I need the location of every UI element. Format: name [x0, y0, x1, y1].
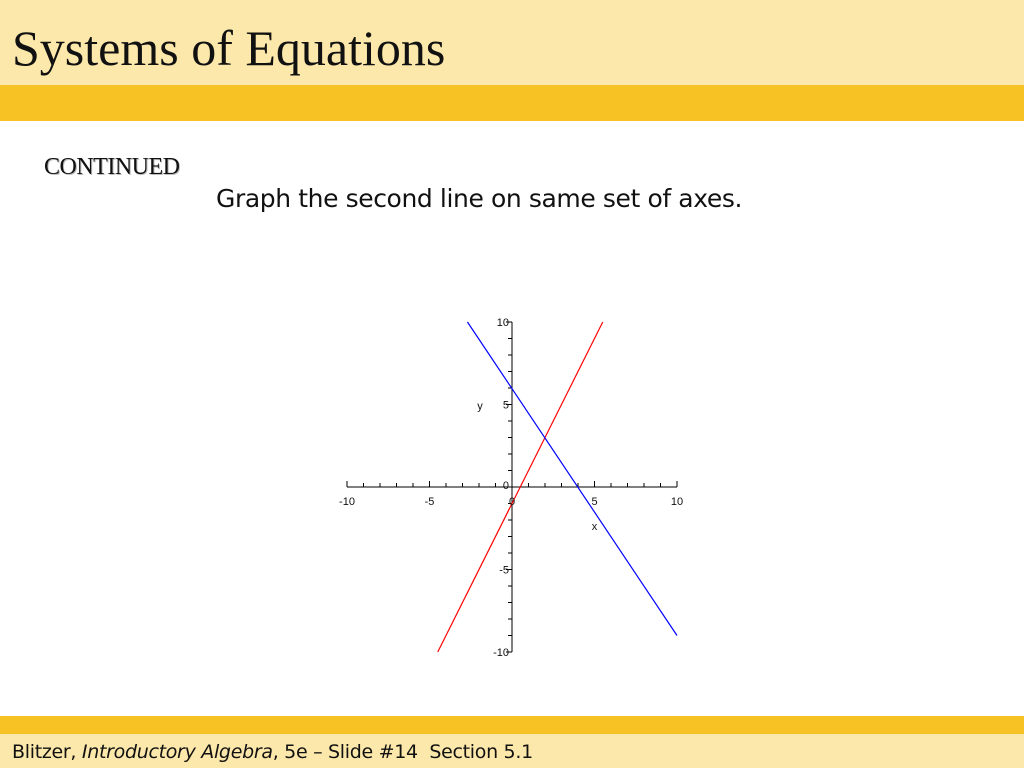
slide-title: Systems of Equations: [12, 20, 446, 76]
x-axis-label: x: [591, 521, 598, 533]
footer-citation: [12, 741, 533, 763]
y-tick-label: 10: [496, 317, 509, 329]
footer-author: Blitzer,: [12, 741, 82, 763]
tick-labels: [339, 317, 683, 659]
x-tick-label: -10: [339, 496, 355, 508]
series-line-2: [467, 322, 677, 636]
y-tick-label: -5: [499, 564, 509, 577]
continued-label: CONTINUED: [44, 154, 180, 180]
y-tick-label: -10: [493, 647, 509, 659]
y-tick-label: 5: [502, 399, 509, 412]
footer-book-title: Introductory Algebra: [81, 741, 273, 763]
x-tick-label: -5: [424, 496, 435, 508]
coordinate-graph: [328, 306, 700, 666]
instruction-text: Graph the second line on same set of axes.: [216, 184, 742, 213]
x-tick-label: 10: [670, 496, 684, 508]
footer-slide-info: , 5e – Slide #14 Section 5.1: [272, 741, 533, 763]
footer-accent-bar: [0, 716, 1024, 734]
y-tick-label-zero: 0: [502, 480, 509, 492]
x-tick-label: 0: [508, 496, 516, 508]
y-axis-label: y: [477, 400, 483, 413]
title-accent-bar: [0, 85, 1024, 121]
x-tick-label: 5: [591, 496, 598, 508]
